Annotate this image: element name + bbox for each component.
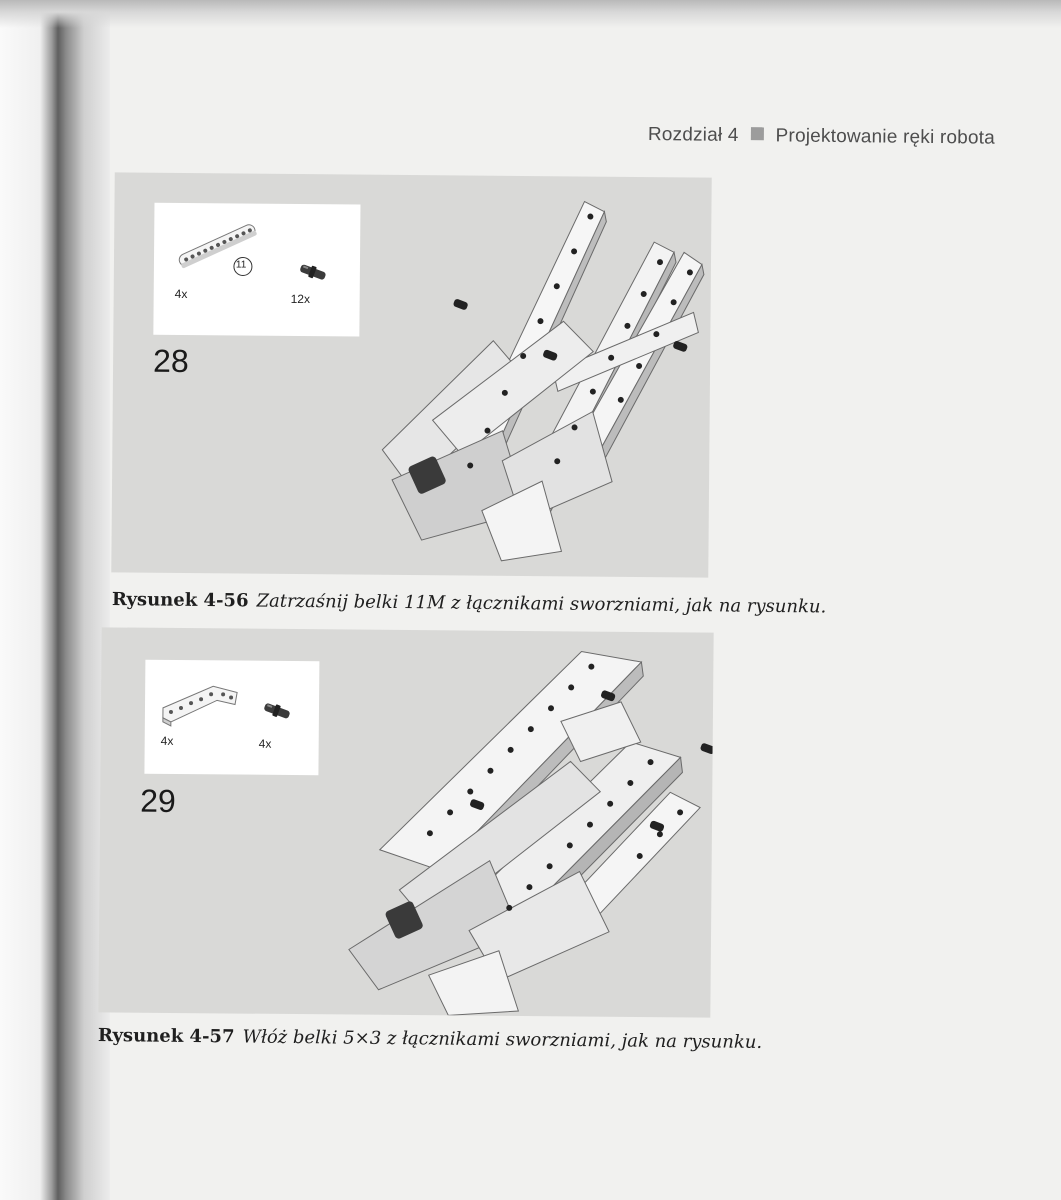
part-qty: 12x [290,291,311,307]
figure-caption [98,1025,762,1053]
header-separator-icon [751,128,764,141]
part-qty: 4x [258,736,272,751]
step-number: 28 [152,342,189,380]
assembly-illustration [351,179,711,577]
beam-5x3-icon [157,678,241,731]
parts-list [144,660,319,776]
chapter-label: Rozdział 4 [647,124,739,146]
figure-step-29 [98,627,713,1017]
part-qty: 4x [174,286,188,302]
caption-text: Włóż belki 5×3 z łącznikami sworzniami, jak na rysunku. [242,1026,763,1053]
caption-label: Rysunek 4-57 [97,1025,235,1048]
parts-list [153,203,360,337]
scan-edge-shadow [0,0,1061,28]
caption-label: Rysunek 4-56 [111,589,249,612]
figure-step-28 [111,172,711,577]
assembly-illustration [318,629,713,1017]
caption-text: Zatrzaśnij belki 11M z łącznikami sworzniami, jak na rysunku. [256,590,827,618]
running-header [648,124,1028,150]
part-qty: 4x [160,733,174,748]
binding-shadow [0,0,110,1200]
connector-pin-icon [297,262,329,282]
chapter-title: Projektowanie ręki robota [775,125,996,149]
size-badge-label: 11 [235,259,247,271]
figure-caption [112,589,827,617]
connector-pin-icon [261,701,293,721]
step-number: 29 [140,782,176,819]
